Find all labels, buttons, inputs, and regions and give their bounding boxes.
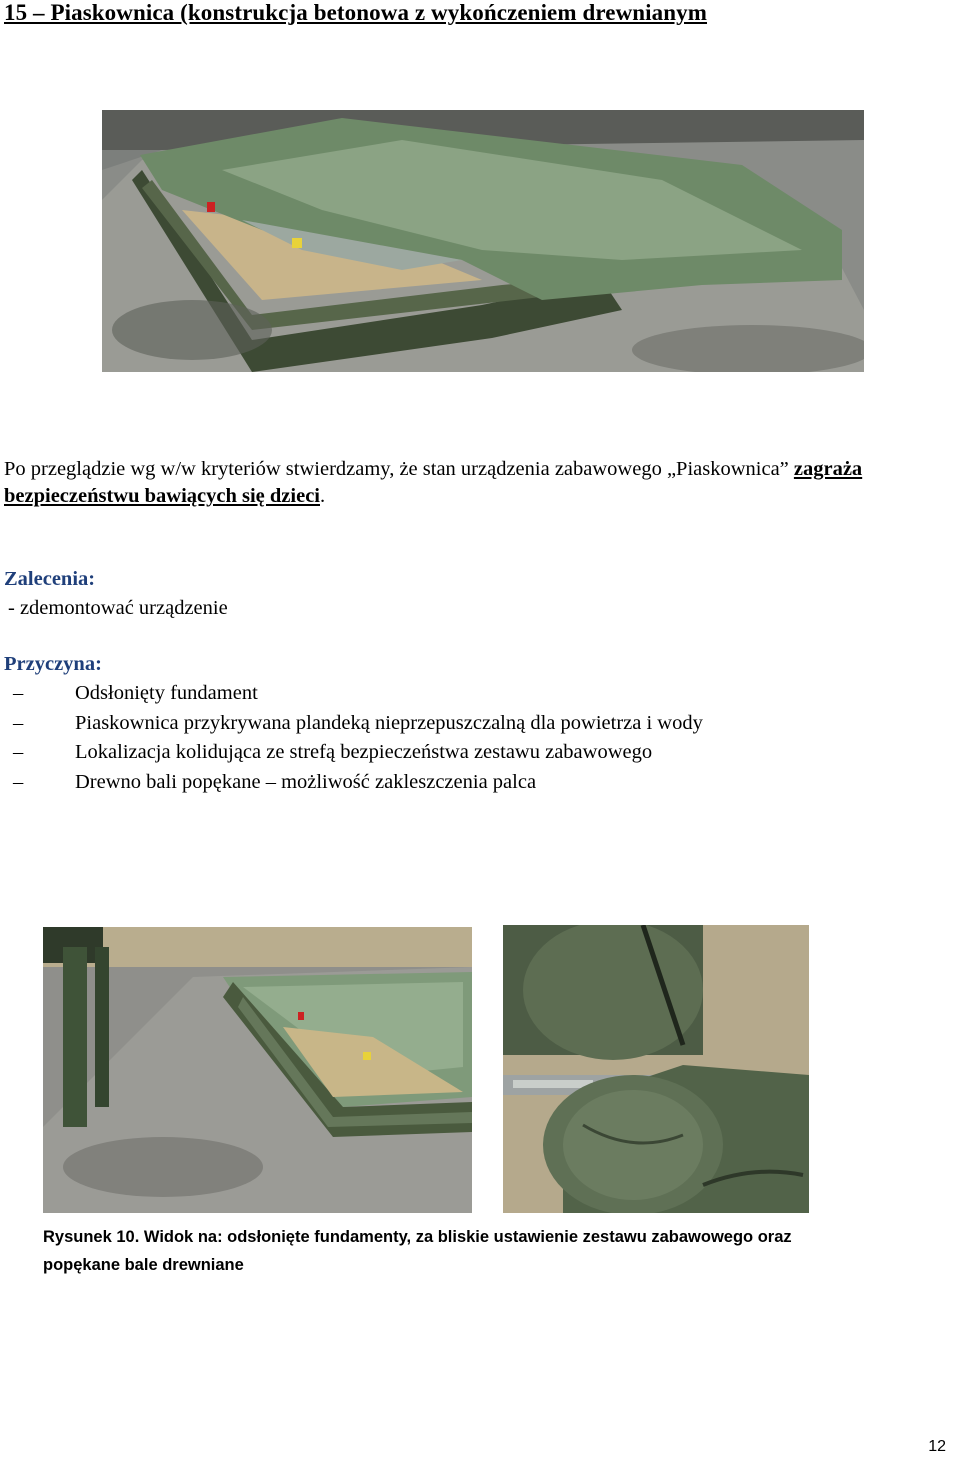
dash-bullet: – <box>13 771 24 793</box>
summary-text: Po przeglądzie wg w/w kryteriów stwierdzamy, że stan urządzenia zabawowego „Piaskownica” <box>4 458 794 480</box>
cause-item <box>13 771 536 794</box>
foundation-photo <box>43 927 472 1213</box>
recommendations-heading: Zalecenia: <box>4 568 96 590</box>
cause-text: Lokalizacja kolidująca ze strefą bezpieczeństwa zestawu zabawowego <box>75 741 653 763</box>
sandbox-photo-main <box>102 110 864 372</box>
cause-item <box>13 741 652 764</box>
recommendation-item: - zdemontować urządzenie <box>8 597 228 619</box>
cause-item <box>13 682 258 705</box>
cracked-logs-photo <box>503 925 809 1213</box>
causes-heading: Przyczyna: <box>4 653 102 675</box>
dash-bullet: – <box>13 741 24 763</box>
cause-item <box>13 712 703 735</box>
inspection-summary <box>4 456 956 510</box>
cause-text: Drewno bali popękane – możliwość zakleszczenia palca <box>75 771 537 793</box>
cause-text: Odsłonięty fundament <box>75 682 258 704</box>
dash-bullet: – <box>13 712 24 734</box>
figure-caption: Rysunek 10. Widok na: odsłonięte fundamenty, za bliskie ustawienie zestawu zabawowego oraz popękane bale drewniane <box>43 1228 792 1274</box>
dash-bullet: – <box>13 682 24 704</box>
summary-end: . <box>320 485 326 507</box>
cause-text: Piaskownica przykrywana plandeką nieprzepuszczalną dla powietrza i wody <box>75 712 703 734</box>
summary-danger: zagraża bezpieczeństwu bawiących się dzieci <box>4 458 863 507</box>
page-number: 12 <box>928 1438 946 1455</box>
page-title: 15 – Piaskownica (konstrukcja betonowa z wykończeniem drewnianym <box>4 0 708 25</box>
